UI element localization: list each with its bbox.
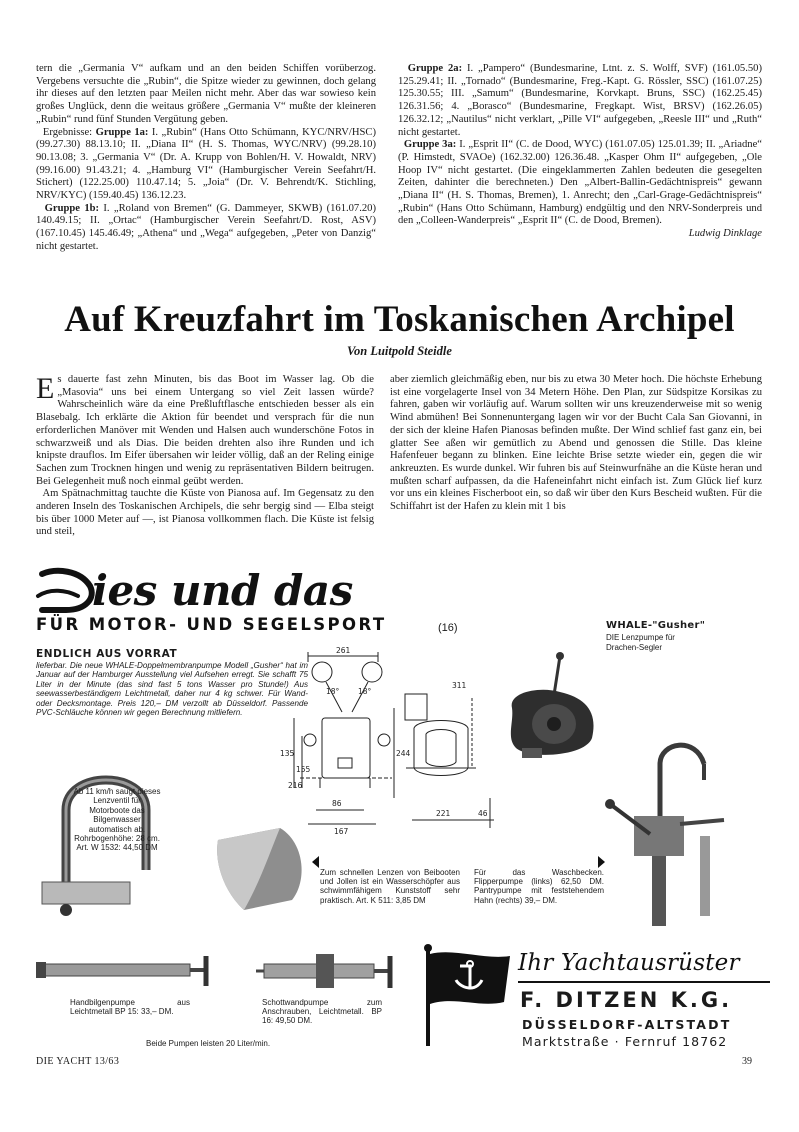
schottwandpumpe-label: Schottwandpumpe zum Anschrauben, Leichtmetall. BP 16: 49,50 DM.: [262, 998, 382, 1026]
ad-subheadline: FÜR MOTOR- UND SEGELSPORT: [36, 615, 387, 634]
race-paragraph: tern die „Germania V“ aufkam und an den beiden Schiffen vorüberzog. Vergebens versuchte die „Rubin“, die Spitze wieder zu gewinnen, doch gelang ihr dieses auf den letzten paar Meilen nicht mehr. Aber das war sowieso kein großes Unglück, denn die weitaus größere „Germania V“ mußte der kleineren „Rubin“ rund fünf Stunden Vergütung geben.: [36, 63, 376, 125]
beide-pumpen-note: Beide Pumpen leisten 20 Liter/min.: [146, 1039, 271, 1048]
dimension-label: 155: [296, 765, 311, 774]
pointer-left-icon: [312, 856, 319, 868]
article-title: Auf Kreuzfahrt im Toskanischen Archipel: [64, 299, 735, 340]
article-right-column: [390, 374, 762, 514]
group-label: Gruppe 1a:: [95, 126, 149, 138]
handbilgenpumpe-label: Handbilgenpumpe aus Leichtmetall BP 15: 33,– DM.: [70, 998, 190, 1017]
schottwandpumpe-photo: [256, 950, 396, 994]
race-paragraph: [36, 203, 376, 254]
author-signature: Ludwig Dinklage: [688, 228, 762, 240]
footer-page-number: 39: [742, 1056, 752, 1067]
wasserschoepfer-photo: [200, 822, 315, 917]
gusher-pump-photo: [500, 652, 600, 762]
dimension-label: 135: [280, 749, 295, 758]
dimension-label: 216: [288, 781, 303, 790]
group-label: Gruppe 3a:: [403, 139, 457, 151]
company-name: F. DITZEN K.G.: [520, 988, 733, 1012]
results-text: I. „Esprit II“ (C. de Dood, WYC) (161.07.05) 125.01.39; II. „Ariadne“ (P. Himstedt, SVAOe) (162.32.00) 126.36.48. „Kasper Ohm II“ aufgegeben, „Ole Hoop IV“ nicht gestartet. (Die eingeklammerten Zahlen bedeuten die gesegelten Zeiten, dahinter die berechneten.) Den „Albert-Ballin-Gedächtnispreis“ gewann „Diana II“ (H. S. Thomas, Bremen), 1. Anrecht; den „Carl-Grage-Gedächtnispreis“ „Rubin“ (Hans Otto Schümann, Hamburg) endgültig und den NRV-Sonderpreis und den „Colleen-Wanderpreis“ „Esprit II“ (C. de Dood, Bremen).: [398, 139, 763, 227]
results-text: I. „Roland von Bremen“ (G. Dammeyer, SKWB) (161.07.20) 140.49.15; II. „Ortac“ (Hamburgischer Verein Seefahrt/D. Rost, ASV) (167.10.45) 145.46.49; „Athena“ und „Wega“ aufgegeben, „Peter von Danzig“ nicht gestartet.: [36, 202, 376, 252]
yachtausruester-script: Ihr Yachtausrüster: [518, 950, 740, 976]
article-paragraph: [36, 488, 374, 539]
whale-product-title: WHALE-"Gusher": [606, 620, 706, 631]
race-results-left-column: [36, 63, 376, 254]
headline-swash-d-icon: [36, 566, 96, 614]
results-label: Ergebnisse:: [42, 126, 96, 138]
dimension-label: 46: [478, 809, 488, 818]
race-results-right-column: [398, 63, 762, 241]
whale-product-subtitle: DIE Lenzpumpe für Drachen-Segler: [606, 633, 675, 652]
ditzen-flag-logo: [414, 938, 514, 1050]
article-left-column: [36, 374, 374, 539]
ad-headline: ies und das: [92, 566, 353, 615]
group-label: Gruppe 1b:: [44, 202, 100, 214]
race-paragraph: [36, 127, 376, 203]
dimension-label: 221: [436, 809, 451, 818]
race-paragraph: [398, 63, 762, 139]
dimension-label: 18°: [326, 687, 340, 696]
ad-number: (16): [438, 622, 458, 634]
drop-cap: E: [36, 372, 55, 405]
article-paragraph: [36, 374, 374, 488]
vorrat-heading: ENDLICH AUS VORRAT: [36, 648, 178, 660]
results-text: I. „Pampero“ (Bundesmarine, Ltnt. z. S. Wolff, SVF) (161.05.50) 125.29.41; II. „Tornado“ (Bundesmarine, Freg.-Kapt. G. Rössler, SSC) (161.07.25) 125.30.55; III. „Samum“ (Bundesmarine, Korvkapt. Bruns, SSC) (162.25.45) 126.31.56; 4. „Borasco“ (Bundesmarine, Fregkapt. Wist, BRSV) (162.26.05) 126.32.12; „Nautilus“ nicht verklart, „Pille VI“ aufgegeben, „Reesle III“ und „Ruth“ nicht gestartet.: [398, 63, 762, 138]
vorrat-text: lieferbar. Die neue WHALE-Doppelmembranpumpe Modell „Gusher“ hat im Januar auf der Hamburger Ausstellung viel Aufsehen erregt. Sie schafft 75 Liter in der Minute (das sind fast 5 tons Wasser pro Stunde!) Aus seewasserbeständigem Leichtmetall, daher nur 4 kg schwer. Für Wand- oder Decksmontage. Preis 120,– DM verzollt ab Düsseldorf. Passende PVC-Schläuche können wir gegen Berechnung mitliefern.: [36, 661, 308, 718]
company-city: DÜSSELDORF-ALTSTADT: [522, 1017, 732, 1032]
dimension-label: 311: [452, 681, 467, 690]
article-text: Am Spätnachmittag tauchte die Küste von Pianosa auf. Im Gegensatz zu den anderen Inseln des Toskanischen Archipels, die sehr bergig sind — Elba steigt bis über 1000 Meter auf —, ist Pianosa vollkommen flach. Die Küste ist felsig und steil,: [36, 488, 375, 538]
dimension-label: 167: [334, 827, 349, 836]
results-text: I. „Rubin“ (Hans Otto Schümann, KYC/NRV/HSC) (99.27.30) 88.13.10; II. „Diana II“ (H. S. Thomas, WYC/NRV) (99.28.10) 90.13.08; 3. „Germania V“ (Dr. A. Krupp von Bohlen/H. V. Howaldt, NRV) (99.16.00) 91.43.21; 4. „Hamburg VI“ (Hamburgischer Verein Seefahrt/H. Stichert) (122.25.00) 110.47.14; 5. „Joia“ (Dr. V. Behrendt/K. Stichling, NRV/KYC) (159.40.45) 136.12.23.: [36, 126, 377, 202]
waschbecken-label: Für das Waschbecken. Flipperpumpe (links) 62,50 DM. Pantrypumpe mit feststehendem Hahn (rechts) 39,– DM.: [474, 868, 604, 905]
waschbecken-pumps-photo: [600, 724, 735, 934]
dimension-label: 261: [336, 646, 351, 655]
article-text: s dauerte fast zehn Minuten, bis das Boot im Wasser lag. Ob die „Masovia“ uns bei einem Untergang so viel Zeit lassen würde? Wahrscheinlich wäre da eine Preßluftflasche entschieden besser als ein Blasebalg. Ich erklärte die Aktion für beendet und versprach für die nun erforderlichen Manöver mit Wenden und Halsen auch wunderschöne Fotos in schwarzweiß und als Dias. Die beiden drehten also ihre Runden und ich knipste drauflos. Im Eifer übersahen wir leider völlig, daß an der Reling einige Sachen zum Trocknen hingen und wenig zu repräsentativen Bildern beitrugen. Bei Gelegenheit muß noch einmal geübt werden.: [36, 374, 374, 487]
wasserschoepfer-label: Zum schnellen Lenzen von Beibooten und Jollen ist ein Wasserschöpfer aus schwimmfähigem Kunststoff sehr praktisch. Art. K 511: 3,85 DM: [320, 868, 460, 905]
dimension-label: 244: [396, 749, 411, 758]
company-address: Marktstraße · Fernruf 18762: [522, 1034, 728, 1049]
race-paragraph: [398, 139, 762, 241]
pointer-right-icon: [598, 856, 605, 868]
article-paragraph: aber ziemlich gleichmäßig eben, nur bis zu etwa 30 Meter hoch. Die höchste Erhebung ist eine vorgelagerte Insel von 34 Metern Höhe. Den Plan, zur Südspitze Korsikas zu fahren, gaben wir vorläufig auf. Warum sollten wir uns kreuzenderweise mit so wenig Wind abmühen! Bei Sonnenuntergang lagen wir vor der Bucht Cala San Giovanni, in der sich der kleine Hafen Pianosas befinden mußte. Der Wind schlief fast ganz ein, bei glatter See aßen wir gemütlich zu Abend und genossen die Stille. Das kleine Hafenfeuer begann zu blinken. Eine leichte Brise setzte wieder ein, gegen die wir ankreuzten. Es wurde dunkel. Wir fuhren bis auf Steinwurfnähe an die Küste heran und mußten scharf aufpassen, da die Hafeneinfahrt nicht einfach ist. Zum Glück lief kurz vor uns ein kleines Fischerboot ein, so daß wir über den Kurs Bescheid wußten. Für die Schiffahrt ist der Hafen zu klein mit 1 bis: [390, 374, 762, 513]
script-underline: [518, 981, 770, 983]
group-label: Gruppe 2a:: [407, 63, 463, 74]
lenzventil-label: Ab 11 km/h saugt dieses Lenzventil für Motorboote das Bilgenwasser automatisch ab. Rohrbogenhöhe: 28 cm. Art. W 1532: 44,50 DM: [73, 787, 161, 853]
handbilgenpumpe-photo: [36, 952, 212, 992]
article-author: Von Luitpold Steidle: [347, 344, 452, 358]
dimension-label: 18°: [358, 687, 372, 696]
footer-magazine-issue: DIE YACHT 13/63: [36, 1056, 120, 1067]
pump-technical-drawing: [280, 648, 525, 848]
dimension-label: 86: [332, 799, 342, 808]
